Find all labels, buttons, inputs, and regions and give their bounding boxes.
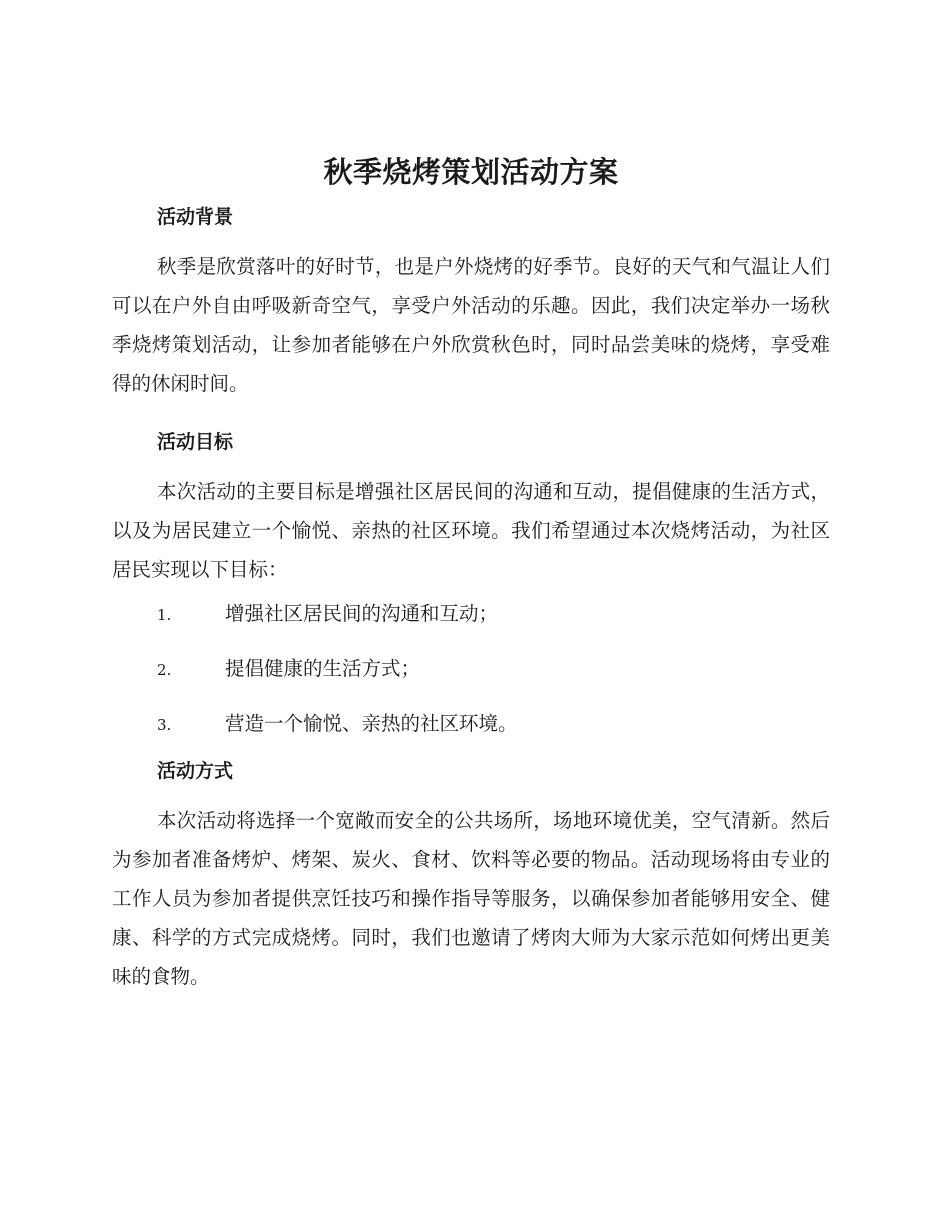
- goals-list: [112, 589, 830, 754]
- list-item-text: 增强社区居民间的沟通和互动；: [225, 602, 499, 625]
- list-item: [112, 699, 830, 754]
- list-item: [112, 644, 830, 699]
- section-heading-background: 活动背景: [157, 206, 234, 228]
- section-heading-goals: 活动目标: [157, 431, 234, 453]
- section-heading-method: 活动方式: [157, 760, 234, 782]
- list-item-number: 1.: [157, 606, 172, 624]
- list-item-number: 2.: [157, 661, 172, 679]
- section-paragraph-method: 本次活动将选择一个宽敞而安全的公共场所，场地环境优美，空气清新。然后为参加者准备烤炉、烤架、炭火、食材、饮料等必要的物品。活动现场将由专业的工作人员为参加者提供烹饪技巧和操作指导等服务，以确保参加者能够用安全、健康、科学的方式完成烧烤。同时，我们也邀请了烤肉大师为大家示范如何烤出更美味的食物。: [112, 809, 830, 988]
- document-title: 秋季烧烤策划活动方案: [323, 155, 619, 189]
- list-item-text: 提倡健康的生活方式；: [225, 657, 421, 680]
- list-item: [112, 589, 830, 644]
- list-item-text: 营造一个愉悦、亲热的社区环境。: [225, 712, 518, 735]
- document-page: [112, 150, 830, 996]
- section-paragraph-goals: 本次活动的主要目标是增强社区居民间的沟通和互动，提倡健康的生活方式，以及为居民建立一个愉悦、亲热的社区环境。我们希望通过本次烧烤活动，为社区居民实现以下目标：: [112, 480, 830, 581]
- section-paragraph-background: 秋季是欣赏落叶的好时节，也是户外烧烤的好季节。良好的天气和气温让人们可以在户外自由呼吸新奇空气，享受户外活动的乐趣。因此，我们决定举办一场秋季烧烤策划活动，让参加者能够在户外欣赏秋色时，同时品尝美味的烧烤，享受难得的休闲时间。: [112, 255, 830, 395]
- list-item-number: 3.: [157, 716, 172, 734]
